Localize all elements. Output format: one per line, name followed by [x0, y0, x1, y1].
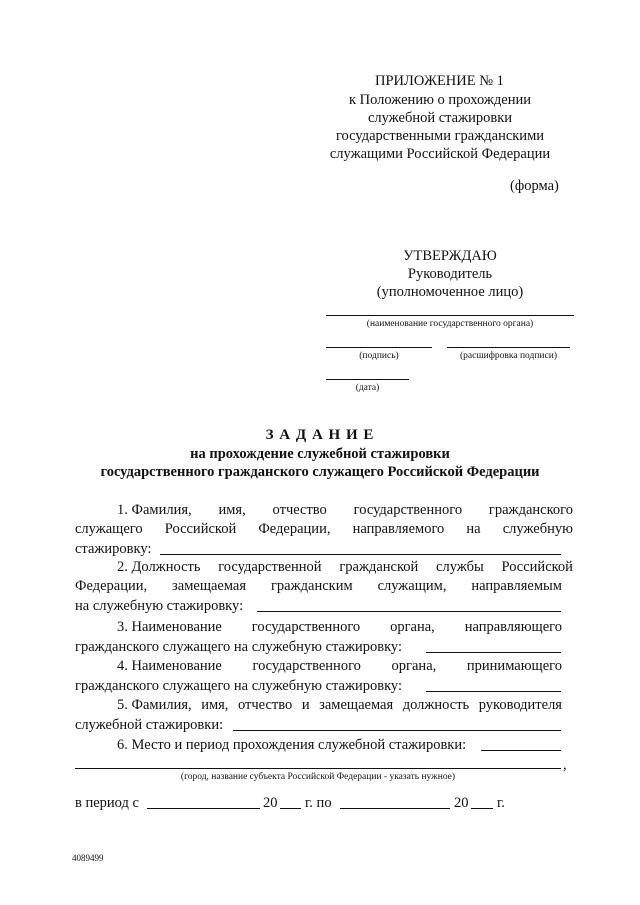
text-word: направляемого	[352, 521, 445, 537]
period-year-2: 20	[454, 795, 469, 811]
item-5-label: служебной стажировки:	[75, 717, 224, 733]
item-4-line-1	[117, 658, 562, 675]
item-2-label: на служебную стажировку:	[75, 598, 244, 614]
text-word: служащим,	[377, 578, 447, 594]
text-word: замещаемая	[319, 697, 394, 713]
text-word: на	[466, 521, 481, 537]
task-subtitle-1: на прохождение служебной стажировки	[190, 446, 450, 462]
text-word: Федерации,	[75, 578, 148, 594]
text-word: руководителя	[478, 697, 562, 713]
period-start-year-field[interactable]	[280, 808, 301, 809]
text-word: имя,	[201, 697, 229, 713]
text-word: государственной	[218, 559, 322, 575]
trainee-name-field[interactable]	[160, 554, 561, 555]
period-year-1: 20	[263, 795, 278, 811]
text-word: Российской	[501, 559, 573, 575]
text-word: Федерации,	[258, 521, 331, 537]
period-suffix: г.	[497, 795, 505, 811]
appendix-line: служебной стажировки	[367, 110, 513, 126]
text-word: и	[301, 697, 310, 713]
period-end-field[interactable]	[340, 808, 450, 809]
text-word: имя,	[218, 502, 246, 518]
form-note: (форма)	[510, 178, 559, 194]
appendix-line: государственными гражданскими	[335, 128, 545, 144]
item-3-line-1	[117, 619, 562, 636]
text-word: Российской	[164, 521, 237, 537]
text-word: органа,	[390, 619, 435, 635]
text-word: направляемым	[471, 578, 562, 594]
trainee-position-field[interactable]	[257, 611, 561, 612]
item-2-line-1	[117, 559, 573, 576]
text-word: гражданским	[270, 578, 353, 594]
period-end-year-field[interactable]	[471, 808, 493, 809]
approval-title: УТВЕРЖДАЮ	[403, 248, 497, 264]
approval-role-note: (уполномоченное лицо)	[376, 284, 524, 300]
period-prefix: в период с	[75, 795, 139, 811]
text-word: отчество	[272, 502, 327, 518]
sending-organ-field[interactable]	[426, 652, 561, 653]
text-word: государственного	[252, 658, 361, 674]
text-word: государственного	[353, 502, 463, 518]
signature-line[interactable]	[326, 347, 432, 348]
text-word: службы	[436, 559, 484, 575]
item-1-label: стажировку:	[75, 541, 152, 557]
text-word: должность	[402, 697, 470, 713]
text-word: государственного	[251, 619, 361, 635]
text-word: служащего	[75, 521, 143, 537]
text-word: 3. Наименование	[117, 619, 222, 635]
appendix-line: к Положению о прохождении	[348, 92, 532, 108]
item-6-label: 6. Место и период прохождения служебной стажировки:	[117, 737, 467, 753]
location-period-field[interactable]	[481, 750, 561, 751]
item-3-label: гражданского служащего на служебную стажировку:	[75, 639, 403, 655]
date-caption: (дата)	[355, 383, 380, 393]
location-comma: ,	[563, 757, 567, 773]
supervisor-field[interactable]	[233, 730, 561, 731]
text-word: принимающего	[466, 658, 562, 674]
period-start-field[interactable]	[147, 808, 260, 809]
text-word: служебную	[502, 521, 573, 537]
text-word: органа,	[391, 658, 437, 674]
org-name-caption: (наименование государственного органа)	[366, 319, 534, 329]
text-word: 2. Должность	[117, 559, 201, 575]
text-word: отчество	[237, 697, 293, 713]
item-1-line-1	[117, 502, 573, 519]
text-word: 1. Фамилия,	[117, 502, 192, 518]
receiving-organ-field[interactable]	[426, 691, 561, 692]
location-caption: (город, название субъекта Российской Федерации - указать нужное)	[180, 772, 456, 782]
period-mid: г. по	[305, 795, 332, 811]
item-4-label: гражданского служащего на служебную стажировку:	[75, 678, 403, 694]
appendix-line: служащими Российской Федерации	[329, 146, 551, 162]
text-word: 4. Наименование	[117, 658, 222, 674]
item-1-line-2	[75, 521, 573, 538]
item-2-line-2	[75, 578, 562, 595]
date-line[interactable]	[326, 379, 409, 380]
appendix-title: ПРИЛОЖЕНИЕ № 1	[375, 73, 504, 89]
task-subtitle-2: государственного гражданского служащего Российской Федерации	[100, 464, 540, 480]
text-word: направляющего	[464, 619, 562, 635]
org-name-line[interactable]	[326, 315, 574, 316]
item-5-line-1	[117, 697, 562, 714]
approval-role: Руководитель	[407, 266, 493, 282]
location-field[interactable]	[75, 768, 561, 769]
text-word: гражданского	[488, 502, 573, 518]
document-number: 4089499	[72, 853, 104, 863]
signature-caption: (подпись)	[359, 351, 399, 361]
task-title: З А Д А Н И Е	[265, 427, 375, 443]
text-word: 5. Фамилия,	[117, 697, 192, 713]
signature-decoding-line[interactable]	[447, 347, 570, 348]
text-word: гражданской	[339, 559, 419, 575]
signature-decoding-caption: (расшифровка подписи)	[460, 351, 557, 361]
text-word: замещаемая	[172, 578, 247, 594]
